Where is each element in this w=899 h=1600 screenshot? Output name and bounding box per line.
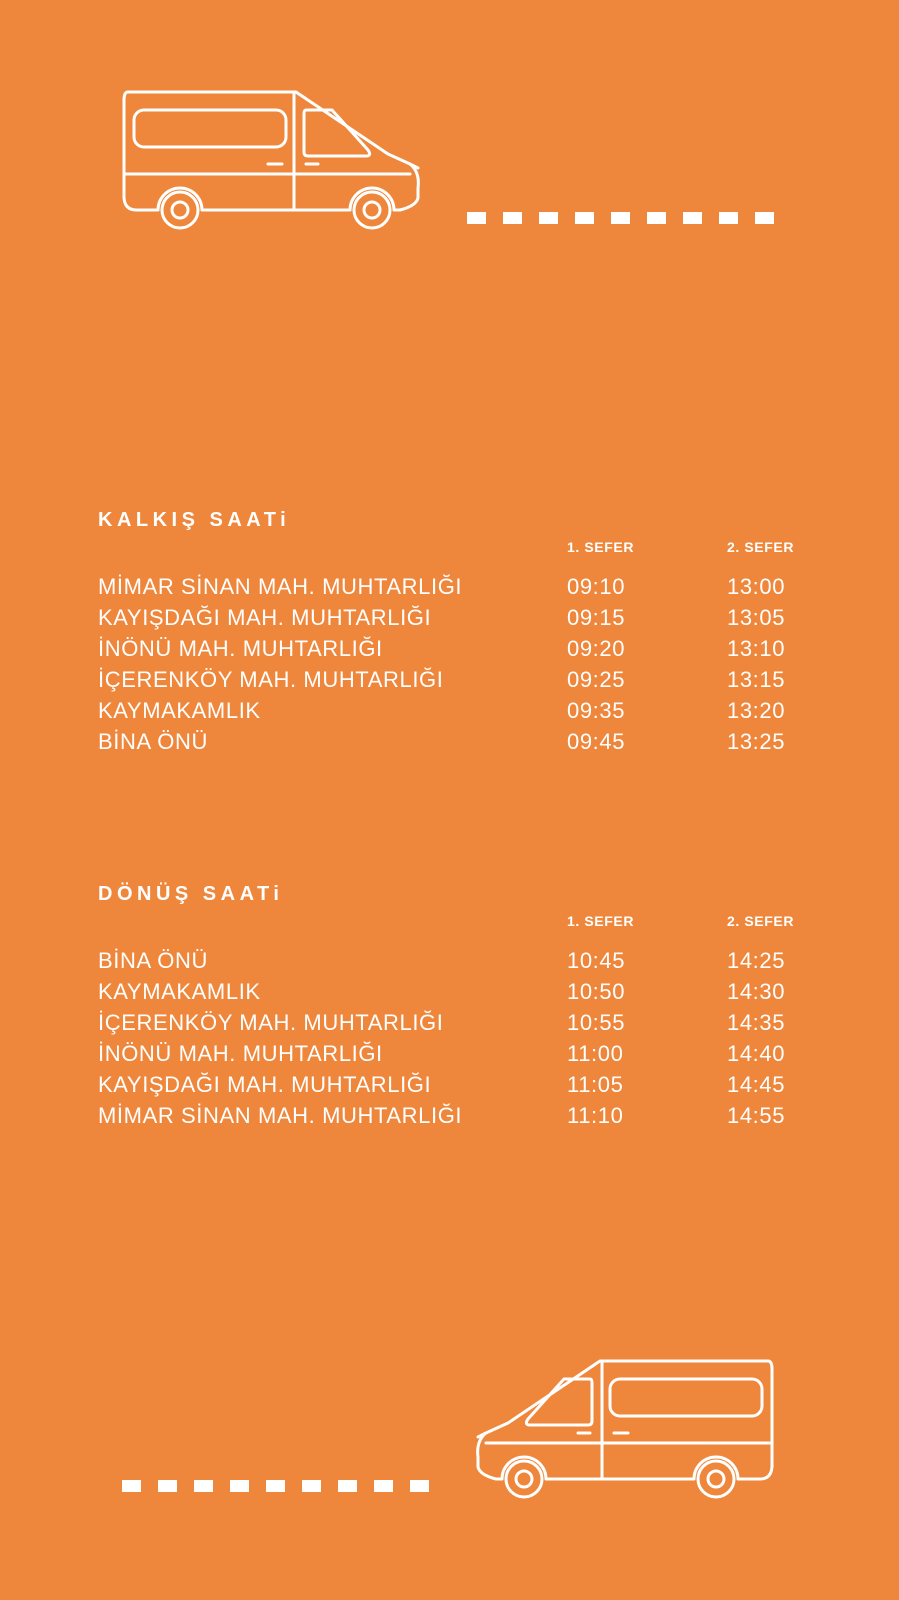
table-row xyxy=(98,945,818,976)
trip1-time: 09:45 xyxy=(567,729,626,754)
dashed-road-line xyxy=(122,1480,432,1492)
trip1-time: 11:00 xyxy=(567,1041,624,1066)
return-rows xyxy=(98,945,818,1131)
trip2-time: 13:10 xyxy=(727,636,786,661)
trip2-time: 13:05 xyxy=(727,605,786,630)
table-row xyxy=(98,976,818,1007)
stop-name: KAYMAKAMLIK xyxy=(98,979,261,1004)
stop-name: İNÖNÜ MAH. MUHTARLIĞI xyxy=(98,1041,383,1066)
trip2-time: 13:20 xyxy=(727,698,786,723)
departure-col1-header: 1. SEFER xyxy=(567,539,635,555)
stop-name: İÇERENKÖY MAH. MUHTARLIĞI xyxy=(98,1010,444,1035)
trip1-time: 11:10 xyxy=(567,1103,624,1128)
return-title: DÖNÜŞ SAATi xyxy=(98,883,284,905)
trip1-time: 09:20 xyxy=(567,636,626,661)
trip1-time: 10:45 xyxy=(567,948,626,973)
trip2-time: 13:00 xyxy=(727,574,786,599)
return-col2-header: 2. SEFER xyxy=(727,913,795,929)
trip2-time: 14:25 xyxy=(727,948,786,973)
van-icon xyxy=(466,1353,778,1499)
stop-name: KAYIŞDAĞI MAH. MUHTARLIĞI xyxy=(98,1072,432,1097)
trip2-time: 14:35 xyxy=(727,1010,786,1035)
stop-name: İÇERENKÖY MAH. MUHTARLIĞI xyxy=(98,667,444,692)
table-row xyxy=(98,1100,818,1131)
stop-name: MİMAR SİNAN MAH. MUHTARLIĞI xyxy=(98,1103,463,1128)
trip1-time: 10:50 xyxy=(567,979,626,1004)
departure-rows xyxy=(98,571,818,757)
departure-title: KALKIŞ SAATi xyxy=(98,509,291,531)
trip2-time: 13:25 xyxy=(727,729,786,754)
return-col1-header: 1. SEFER xyxy=(567,913,635,929)
stop-name: KAYIŞDAĞI MAH. MUHTARLIĞI xyxy=(98,605,432,630)
trip1-time: 10:55 xyxy=(567,1010,626,1035)
trip2-time: 14:30 xyxy=(727,979,786,1004)
trip1-time: 09:15 xyxy=(567,605,626,630)
table-row xyxy=(98,602,818,633)
trip2-time: 13:15 xyxy=(727,667,786,692)
table-row xyxy=(98,726,818,757)
dashed-road-line xyxy=(467,212,777,224)
trip1-time: 09:10 xyxy=(567,574,626,599)
trip2-time: 14:40 xyxy=(727,1041,786,1066)
trip2-time: 14:55 xyxy=(727,1103,786,1128)
trip1-time: 11:05 xyxy=(567,1072,624,1097)
trip1-time: 09:25 xyxy=(567,667,626,692)
table-row xyxy=(98,695,818,726)
stop-name: KAYMAKAMLIK xyxy=(98,698,261,723)
stop-name: İNÖNÜ MAH. MUHTARLIĞI xyxy=(98,636,383,661)
stop-name: MİMAR SİNAN MAH. MUHTARLIĞI xyxy=(98,574,463,599)
table-row xyxy=(98,571,818,602)
van-icon xyxy=(118,84,430,230)
table-row xyxy=(98,1007,818,1038)
table-row xyxy=(98,1069,818,1100)
table-row xyxy=(98,633,818,664)
trip1-time: 09:35 xyxy=(567,698,626,723)
table-row xyxy=(98,664,818,695)
trip2-time: 14:45 xyxy=(727,1072,786,1097)
stop-name: BİNA ÖNÜ xyxy=(98,729,208,754)
departure-col2-header: 2. SEFER xyxy=(727,539,795,555)
stop-name: BİNA ÖNÜ xyxy=(98,948,208,973)
table-row xyxy=(98,1038,818,1069)
